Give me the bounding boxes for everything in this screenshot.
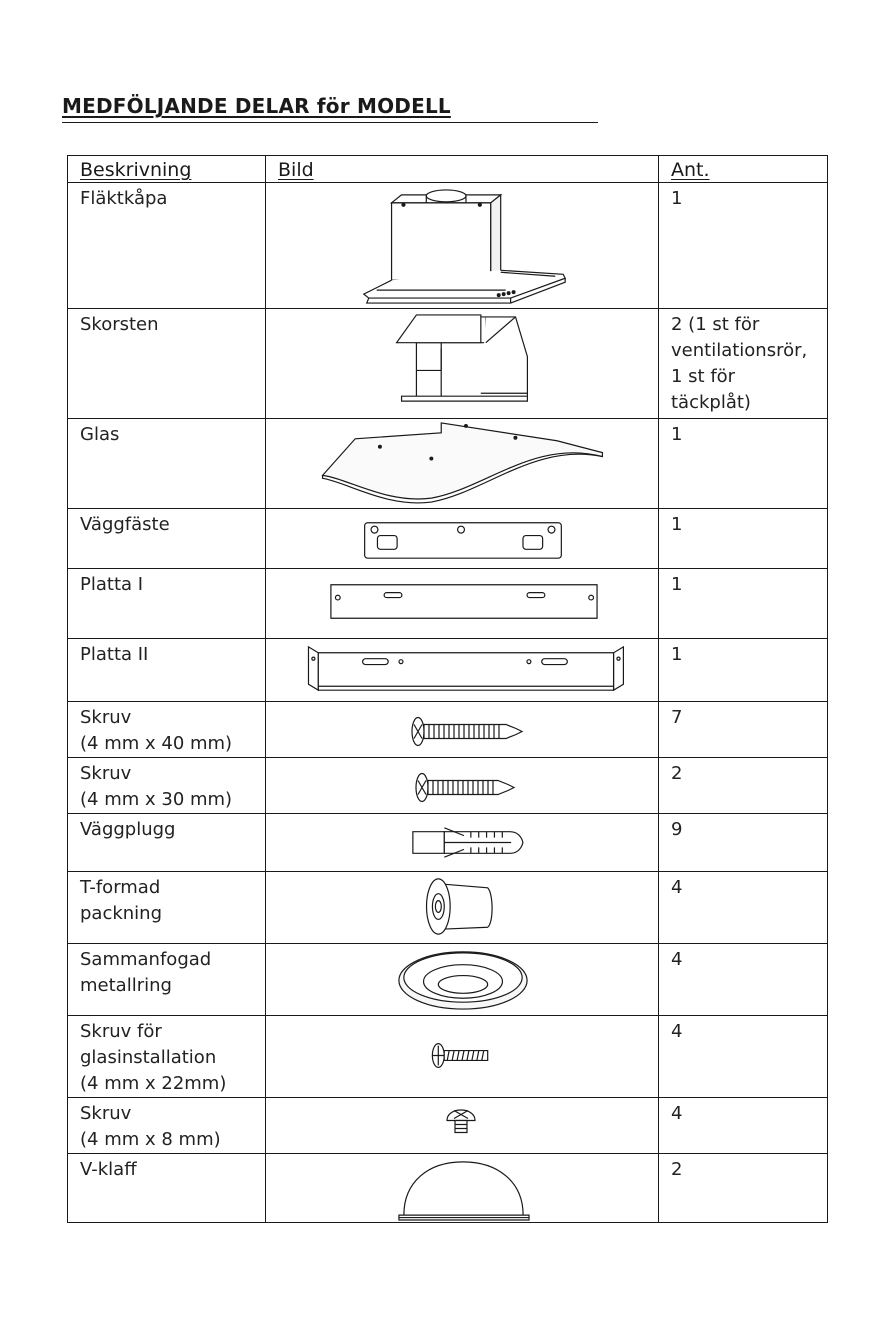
table-row	[68, 758, 828, 814]
row-quantity: 2	[659, 758, 828, 814]
row-description: Skruv (4 mm x 8 mm)	[68, 1098, 266, 1154]
row-image	[266, 814, 659, 872]
row-description: T-formad packning	[68, 872, 266, 944]
row-quantity: 1	[659, 509, 828, 569]
row-quantity: 1	[659, 569, 828, 639]
row-image	[266, 309, 659, 419]
row-quantity: 2 (1 st för ventilationsrör, 1 st för täckplåt)	[659, 309, 828, 419]
row-image	[266, 419, 659, 509]
table-row	[68, 639, 828, 702]
row-description: Platta I	[68, 569, 266, 639]
row-quantity: 2	[659, 1154, 828, 1223]
row-description: Skruv (4 mm x 40 mm)	[68, 702, 266, 758]
row-description: Skruv (4 mm x 30 mm)	[68, 758, 266, 814]
row-image	[266, 1154, 659, 1223]
table-row	[68, 702, 828, 758]
page-title-text: MEDFÖLJANDE DELAR för MODELL	[62, 94, 451, 118]
row-description: Sammanfogad metallring	[68, 944, 266, 1016]
glass-screw-icon	[266, 1016, 659, 1097]
row-image	[266, 183, 659, 309]
header-description: Beskrivning	[68, 156, 266, 183]
v-flap-icon	[266, 1154, 659, 1222]
metal-ring-icon	[266, 944, 659, 1015]
row-quantity: 4	[659, 944, 828, 1016]
row-image	[266, 569, 659, 639]
row-quantity: 4	[659, 1098, 828, 1154]
parts-table	[67, 155, 828, 1223]
table-row	[68, 569, 828, 639]
table-header-row	[68, 156, 828, 183]
page-title	[62, 94, 598, 123]
table-row	[68, 872, 828, 944]
row-image	[266, 509, 659, 569]
table-row	[68, 419, 828, 509]
screw-30mm-icon	[266, 758, 659, 813]
row-description: Fläktkåpa	[68, 183, 266, 309]
row-description: Väggfäste	[68, 509, 266, 569]
row-image	[266, 639, 659, 702]
table-row	[68, 509, 828, 569]
row-quantity: 1	[659, 639, 828, 702]
table-row	[68, 1154, 828, 1223]
row-quantity: 4	[659, 872, 828, 944]
row-description: Platta II	[68, 639, 266, 702]
row-description: V-klaff	[68, 1154, 266, 1223]
row-description: Glas	[68, 419, 266, 509]
row-description: Skruv för glasinstallation (4 mm x 22mm)	[68, 1016, 266, 1098]
short-screw-icon	[266, 1098, 659, 1153]
row-image	[266, 1016, 659, 1098]
table-row	[68, 1016, 828, 1098]
screw-40mm-icon	[266, 702, 659, 757]
row-image	[266, 944, 659, 1016]
glass-panel-icon	[266, 419, 659, 508]
wall-plug-icon	[266, 814, 659, 871]
row-quantity: 7	[659, 702, 828, 758]
header-quantity: Ant.	[659, 156, 828, 183]
plate-two-icon	[266, 639, 659, 701]
wall-bracket-icon	[266, 509, 659, 568]
plate-one-icon	[266, 569, 659, 638]
row-image	[266, 758, 659, 814]
table-row	[68, 814, 828, 872]
t-gasket-icon	[266, 872, 659, 943]
row-image	[266, 872, 659, 944]
row-image	[266, 1098, 659, 1154]
chimney-icon	[266, 309, 659, 418]
table-row	[68, 309, 828, 419]
row-description: Skorsten	[68, 309, 266, 419]
row-image	[266, 702, 659, 758]
table-row	[68, 1098, 828, 1154]
header-image: Bild	[266, 156, 659, 183]
table-row	[68, 944, 828, 1016]
row-quantity: 1	[659, 183, 828, 309]
row-description: Väggplugg	[68, 814, 266, 872]
row-quantity: 9	[659, 814, 828, 872]
table-row	[68, 183, 828, 309]
row-quantity: 1	[659, 419, 828, 509]
row-quantity: 4	[659, 1016, 828, 1098]
range-hood-icon	[266, 183, 659, 308]
